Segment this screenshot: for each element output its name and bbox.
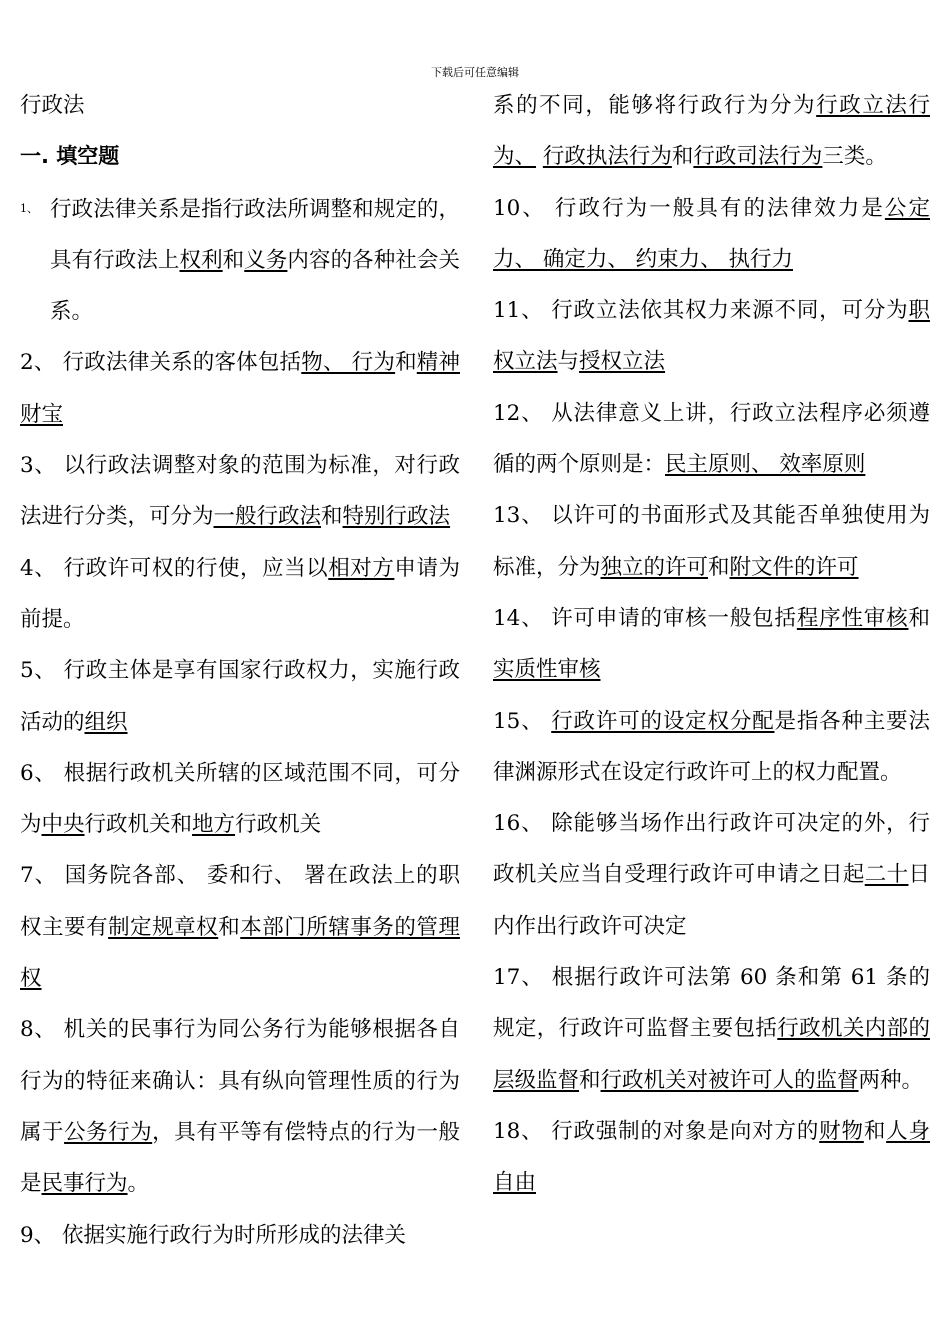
answer-blank: 民主原则、 效率原则: [665, 452, 866, 478]
question-text: 和: [908, 605, 930, 631]
question-item: [493, 952, 930, 1106]
question-number: 8、: [20, 1017, 57, 1043]
answer-blank: 行政司法行为: [693, 144, 823, 170]
answer-blank: 行政立法行为、: [493, 93, 930, 170]
answer-blank: 程序性审核: [796, 605, 909, 631]
answer-blank: 行政机关内部的层级监督: [493, 1016, 930, 1093]
question-text: 行政法律关系是指行政法所调整和规定的，具有行政法上: [50, 196, 460, 273]
question-item: [20, 183, 460, 338]
question-text: 行政机关: [235, 812, 322, 838]
answer-blank: 附文件的许可: [729, 554, 859, 580]
question-number: 18、: [493, 1118, 544, 1144]
answer-blank: 一般行政法: [213, 504, 322, 530]
question-number: 4、: [20, 555, 57, 581]
question-item: [20, 543, 460, 646]
answer-blank: 制定规章权: [108, 914, 219, 940]
answer-blank: 公定力、 确定力、 约束力、 执行力: [493, 195, 930, 272]
question-text: 除能够当场作出行政许可决定的外，行政机关应当自受理行政许可申请之日起: [493, 811, 931, 888]
answer-blank: 人身自由: [493, 1118, 931, 1196]
question-item: [20, 337, 460, 440]
question-number: 5、: [20, 658, 57, 684]
right-column: [493, 80, 930, 1209]
question-text: 机关的民事行为同公务行为能够根据各自行为的特征来确认：具有纵向管理性质的行为属于: [20, 1017, 460, 1145]
question-text: 与: [557, 349, 580, 375]
left-column: [20, 80, 460, 1261]
question-number: 1、: [20, 201, 38, 215]
question-text: 以许可的书面形式及其能否单独使用为标准，分为: [493, 503, 931, 580]
question-number: 3、: [20, 453, 57, 479]
question-text: 行政行为一般具有的法律效力是: [546, 195, 885, 221]
question-text: 和: [218, 914, 241, 940]
question-item: [493, 798, 930, 952]
question-number: 12、: [493, 400, 544, 426]
question-number: 11、: [493, 298, 544, 324]
answer-blank: 行政机关对被许可人的监督: [600, 1067, 859, 1093]
question-item: [20, 1004, 460, 1209]
question-text: 以行政法调整对象的范围为标准，对行政法进行分类，可分为: [20, 453, 460, 530]
answer-blank: 公务行为: [64, 1119, 153, 1145]
question-text: 申请为前提。: [20, 555, 460, 632]
question-text: 和: [579, 1067, 601, 1093]
question-text: 内容的各种社会关系。: [50, 247, 460, 325]
question-text: 三类。: [822, 144, 887, 170]
question-number: 10、: [493, 195, 547, 221]
question-item: [493, 285, 930, 388]
question-number: 15、: [493, 708, 544, 734]
question-item: [20, 440, 460, 543]
question-item: [493, 388, 930, 491]
answer-blank: 物、 行为: [301, 350, 396, 376]
answer-blank: 中央: [41, 812, 85, 838]
answer-blank: 实质性审核: [493, 657, 601, 683]
answer-blank: 民事行为: [41, 1171, 128, 1197]
question-item: [493, 696, 930, 799]
question-text: 。: [127, 1171, 150, 1197]
answer-blank: 地方: [192, 812, 236, 838]
question-text: 行政主体是享有国家行政权力，实施行政活动的: [20, 658, 460, 735]
question-text: 行政立法依其权力来源不同，可分为: [543, 298, 909, 324]
question-text: 和: [321, 504, 343, 530]
question-text: 日内作出行政许可决定: [493, 862, 930, 939]
answer-blank: 精神财宝: [20, 350, 460, 427]
question-number: 13、: [493, 503, 544, 529]
question-item: [20, 1210, 460, 1261]
page-header: 下载后可任意编辑: [431, 66, 519, 79]
answer-blank: 独立的许可: [600, 554, 709, 580]
section-heading: 一. 填空题: [20, 144, 120, 169]
question-number: 16、: [493, 811, 544, 837]
question-text: ，具有平等有偿特点的行为一般是: [20, 1119, 460, 1197]
answer-blank: 职权立法: [493, 298, 931, 375]
question-text: 和: [708, 554, 730, 580]
question-text: 是指各种主要法律渊源形式在设定行政许可上的权力配置。: [493, 708, 930, 785]
answer-blank: 二十: [864, 862, 909, 888]
question-text: 从法律意义上讲，行政立法程序必须遵循的两个原则是：: [493, 400, 931, 478]
question-item: [20, 748, 460, 851]
question-number: 2、: [20, 350, 56, 376]
question-text: 行政许可权的行使，应当以: [56, 555, 329, 581]
question-number: 14、: [493, 605, 544, 631]
question-text: 根据行政机关所辖的区域范围不同，可分为: [20, 760, 460, 838]
answer-blank: 权利: [179, 247, 223, 273]
question-item: [493, 1106, 930, 1209]
question-text: 行政机关和: [84, 812, 193, 838]
question-text: 依据实施行政行为时所形成的法律关: [55, 1222, 407, 1248]
question-text: 国务院各部、 委和行、 署在政法上的职权主要有: [20, 863, 460, 940]
question-item: [20, 850, 460, 1004]
question-text: 和: [671, 144, 694, 170]
answer-blank: 义务: [244, 247, 288, 273]
question-item: [493, 183, 930, 286]
answer-blank: 行政执法行为: [542, 144, 672, 170]
question-continuation: [493, 80, 930, 183]
question-text: 行政法律关系的客体包括: [55, 350, 302, 376]
question-number: 7、: [20, 863, 57, 889]
question-number: 6、: [20, 760, 57, 786]
question-text: 和: [395, 350, 417, 376]
question-text: 行政强制的对象是向对方的: [543, 1118, 820, 1144]
answer-blank: 财物: [819, 1118, 864, 1144]
question-text: 和: [863, 1118, 887, 1144]
question-item: [493, 593, 930, 696]
answer-blank: 本部门所辖事务的管理权: [20, 914, 460, 992]
answer-blank: 组织: [84, 709, 128, 735]
question-number: 17、: [493, 965, 544, 991]
answer-blank: 特别行政法: [342, 504, 451, 530]
question-item: [493, 490, 930, 593]
question-item: [20, 645, 460, 748]
question-text: 根据行政许可法第 60 条和第 61 条的规定，行政许可监督主要包括: [493, 965, 930, 1042]
document-title: 行政法: [20, 93, 85, 118]
question-text: 系的不同，能够将行政行为分为: [493, 93, 817, 118]
question-number: 9、: [20, 1222, 56, 1248]
answer-blank: 行政许可的设定权分配: [551, 708, 775, 734]
answer-blank: 授权立法: [579, 349, 666, 375]
question-text: [536, 144, 543, 169]
question-text: 两种。: [858, 1067, 924, 1093]
answer-blank: 相对方: [328, 555, 395, 581]
question-text: 和: [222, 247, 245, 273]
question-text: 许可申请的审核一般包括: [543, 605, 797, 631]
